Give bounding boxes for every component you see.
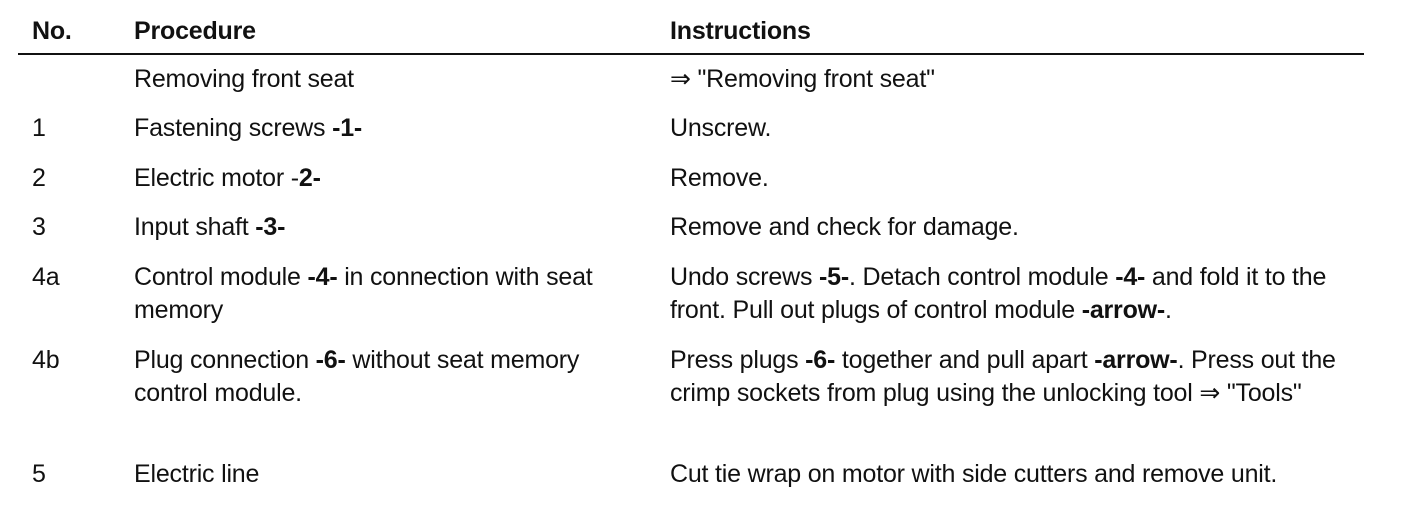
header-no: No. <box>32 17 72 45</box>
row-instructions: Press plugs -6- together and pull apart -arrow-. Press out the crimp sockets from plug using the unlocking tool ⇒ "Tools" <box>670 346 1336 407</box>
row-instructions: Cut tie wrap on motor with side cutters and remove unit. <box>670 460 1278 488</box>
bold-reference: -4- <box>1115 263 1146 291</box>
row-instructions: Unscrew. <box>670 114 772 142</box>
row-no: 4a <box>32 263 60 291</box>
row-procedure: Control module -4- in connection with seat memory <box>134 263 593 324</box>
bold-reference: -1- <box>332 114 363 142</box>
row-instructions: Remove. <box>670 164 769 192</box>
bold-reference: -arrow- <box>1081 296 1166 324</box>
header-procedure: Procedure <box>134 17 256 45</box>
bold-reference: -3- <box>255 213 286 241</box>
row-procedure: Plug connection -6- without seat memory control module. <box>134 346 580 407</box>
row-procedure: Fastening screws -1- <box>134 114 363 142</box>
bold-reference: -6- <box>315 346 346 374</box>
bold-reference: -4- <box>307 263 338 291</box>
row-procedure: Removing front seat <box>134 65 354 93</box>
row-no: 1 <box>32 114 46 142</box>
row-procedure: Electric line <box>134 460 260 488</box>
row-procedure: Input shaft -3- <box>134 213 286 241</box>
row-no: 2 <box>32 164 46 192</box>
row-instructions: Undo screws -5-. Detach control module -4- and fold it to the front. Pull out plugs of control module -arrow-. <box>670 263 1327 324</box>
row-instructions: Remove and check for damage. <box>670 213 1019 241</box>
header-divider <box>18 53 1364 55</box>
bold-reference: -arrow- <box>1094 346 1178 374</box>
row-no: 4b <box>32 346 60 374</box>
bold-reference: -5- <box>819 263 850 291</box>
header-instructions: Instructions <box>670 17 811 45</box>
bold-reference: 2- <box>298 164 321 192</box>
row-instructions: ⇒ "Removing front seat" <box>670 65 935 93</box>
bold-reference: -6- <box>805 346 836 374</box>
row-procedure: Electric motor -2- <box>134 164 321 192</box>
row-no: 5 <box>32 460 46 488</box>
row-no: 3 <box>32 213 46 241</box>
